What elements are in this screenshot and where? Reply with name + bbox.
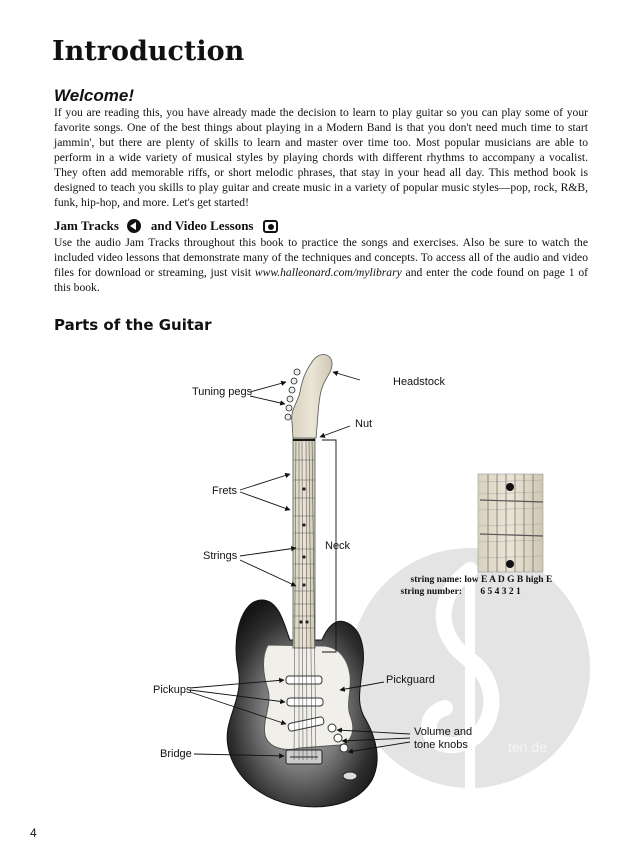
guitar-headstock — [285, 355, 332, 439]
library-url[interactable]: www.halleonard.com/mylibrary — [254, 266, 402, 279]
welcome-heading: Welcome! — [54, 86, 134, 105]
string-name-label: string name: — [410, 575, 462, 585]
page-number: 4 — [30, 826, 37, 840]
string-names: low E A D G B high E — [464, 575, 553, 585]
label-pickguard: Pickguard — [386, 674, 435, 686]
parts-heading: Parts of the Guitar — [54, 316, 212, 334]
jam-text-a: Use the audio Jam Tracks throughout this book to practice the songs and exercises. Also be sure to watch the included video lessons that demonstrate many of the techniques and concepts. To access all of the audio and video files for download or streaming, just visit — [54, 236, 588, 279]
label-neck: Neck — [325, 540, 351, 552]
label-frets: Frets — [212, 485, 238, 497]
string-table — [398, 574, 552, 598]
label-pickups: Pickups — [153, 684, 192, 696]
jam-heading-b: and Video Lessons — [150, 218, 254, 233]
label-volume-line2: tone knobs — [414, 739, 468, 751]
label-headstock: Headstock — [393, 376, 445, 388]
label-bridge: Bridge — [160, 748, 192, 760]
welcome-paragraph: If you are reading this, you have already made the decision to learn to play guitar so you can play some of your favorite songs. One of the best things about playing in a Modern Band is that you don't need much time to start jammin', but there are plenty of skills to learn and master over time too. Most popular musicians are able to perform in a wide variety of musical styles by playing chords with different rhythms to accompany a vocalist. They often add memorable riffs, or short melodic phrases, that stay in your head all day. This method book is designed to teach you skills to play guitar and create music in a variety of popular music styles—pop, rock, R&B, funk, hip-hop, and more. Let's get started! — [54, 106, 588, 209]
label-tuning-pegs: Tuning pegs — [192, 386, 253, 398]
string-numbers: 6 5 4 3 2 1 — [480, 587, 521, 597]
label-strings: Strings — [203, 550, 238, 562]
string-number-label: string number: — [400, 587, 462, 597]
page-title: Introduction — [52, 36, 245, 67]
label-nut: Nut — [355, 418, 373, 430]
jam-heading-a: Jam Tracks — [54, 218, 119, 233]
watermark-text: ten.de — [508, 739, 547, 755]
fretboard-closeup — [478, 474, 543, 572]
label-volume-line1: Volume and — [414, 726, 473, 738]
jam-text-b: and enter the code found on page 1 of this book. — [54, 266, 588, 294]
